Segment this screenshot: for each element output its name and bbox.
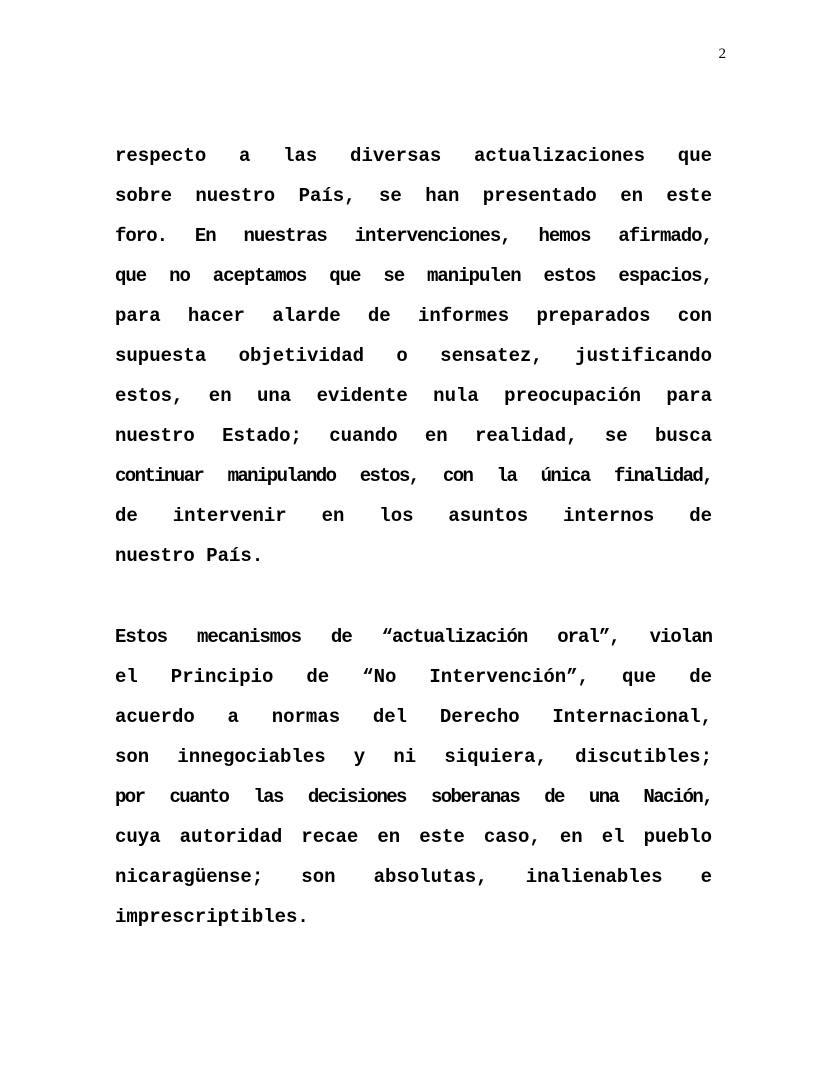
text-line: para hacer alarde de informes preparados con [115,305,712,327]
text-line: foro. En nuestras intervenciones, hemos afirmado, [115,225,712,247]
text-line: sobre nuestro País, se han presentado en este [115,185,712,207]
text-line: que no aceptamos que se manipulen estos espacios, [115,265,712,287]
text-line: supuesta objetividad o sensatez, justificando [115,345,712,367]
paragraph-2 [115,617,712,937]
text-line: acuerdo a normas del Derecho Internacional, [115,706,712,728]
text-line: nuestro Estado; cuando en realidad, se busca [115,425,712,447]
text-line: nuestro País. [115,545,264,567]
text-line: son innegociables y ni siquiera, discutibles; [115,746,712,768]
text-line: Estos mecanismos de “actualización oral”, violan [115,626,712,648]
text-line: respecto a las diversas actualizaciones que [115,145,712,167]
text-line: estos, en una evidente nula preocupación para [115,385,712,407]
paragraph-1 [115,136,712,576]
text-line: el Principio de “No Intervención”, que de [115,666,712,688]
text-line: de intervenir en los asuntos internos de [115,505,712,527]
text-line: continuar manipulando estos, con la única finalidad, [115,465,712,487]
page-number: 2 [718,46,726,62]
text-line: por cuanto las decisiones soberanas de una Nación, [115,786,712,808]
text-line: nicaragüense; son absolutas, inalienables e [115,866,712,888]
text-line: imprescriptibles. [115,906,309,928]
text-line: cuya autoridad recae en este caso, en el pueblo [115,826,712,848]
